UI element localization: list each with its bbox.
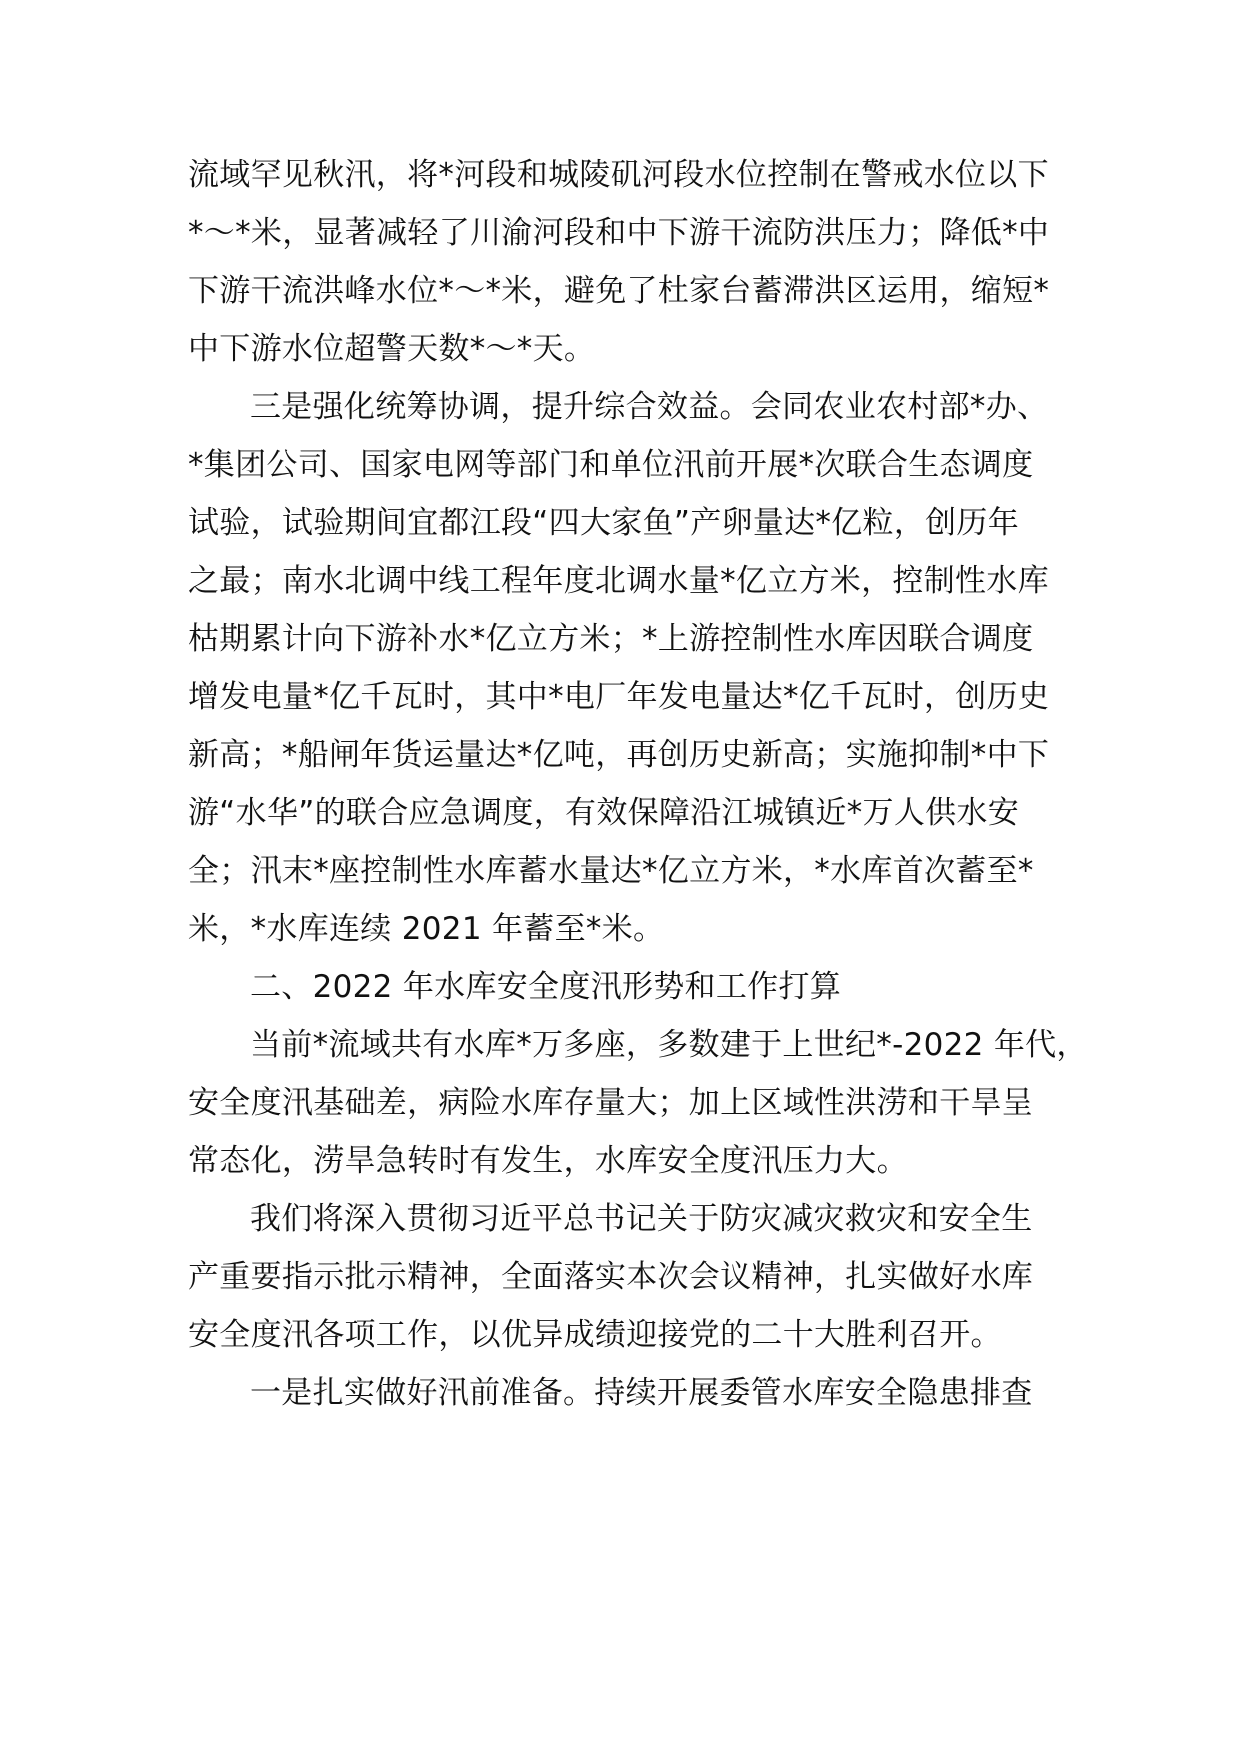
paragraph-first-line: 当前*流域共有水库*万多座，多数建于上世纪*-2022 年代， [250,1027,1088,1063]
text-line: *集团公司、国家电网等部门和单位汛前开展*次联合生态调度 [188,447,1034,483]
text-line: 全；汛末*座控制性水库蓄水量达*亿立方米，*水库首次蓄至* [188,853,1034,889]
text-line: 安全度汛各项工作，以优异成绩迎接党的二十大胜利召开。 [188,1317,1002,1353]
paragraph-first-line: 一是扎实做好汛前准备。持续开展委管水库安全隐患排查 [250,1375,1033,1411]
text-line: 试验，试验期间宜都江段“四大家鱼”产卵量达*亿粒，创历年 [188,505,1020,541]
section-heading: 二、2022 年水库安全度汛形势和工作打算 [250,969,842,1005]
text-line: 流域罕见秋汛，将*河段和城陵矶河段水位控制在警戒水位以下 [188,157,1049,193]
text-line: 产重要指示批示精神，全面落实本次会议精神，扎实做好水库 [188,1259,1034,1295]
paragraph-first-line: 我们将深入贯彻习近平总书记关于防灾减灾救灾和安全生 [250,1201,1033,1237]
text-line: 米，*水库连续 2021 年蓄至*米。 [188,911,665,947]
text-line: 常态化，涝旱急转时有发生，水库安全度汛压力大。 [188,1143,908,1179]
text-line: 安全度汛基础差，病险水库存量大；加上区域性洪涝和干旱呈 [188,1085,1034,1121]
text-line: 新高；*船闸年货运量达*亿吨，再创历史新高；实施抑制*中下 [188,737,1050,773]
text-line: 枯期累计向下游补水*亿立方米；*上游控制性水库因联合调度 [188,621,1034,657]
text-line: 之最；南水北调中线工程年度北调水量*亿立方米，控制性水库 [188,563,1049,599]
text-line: 增发电量*亿千瓦时，其中*电厂年发电量达*亿千瓦时，创历史 [188,679,1050,715]
paragraph-first-line: 三是强化统筹协调，提升综合效益。会同农业农村部*办、 [250,389,1049,425]
text-line: *～*米，显著减轻了川渝河段和中下游干流防洪压力；降低*中 [188,215,1050,251]
text-line: 下游干流洪峰水位*～*米，避免了杜家台蓄滞洪区运用，缩短* [188,273,1050,309]
text-line: 游“水华”的联合应急调度，有效保障沿江城镇近*万人供水安 [188,795,1020,831]
text-line: 中下游水位超警天数*～*天。 [188,331,596,367]
